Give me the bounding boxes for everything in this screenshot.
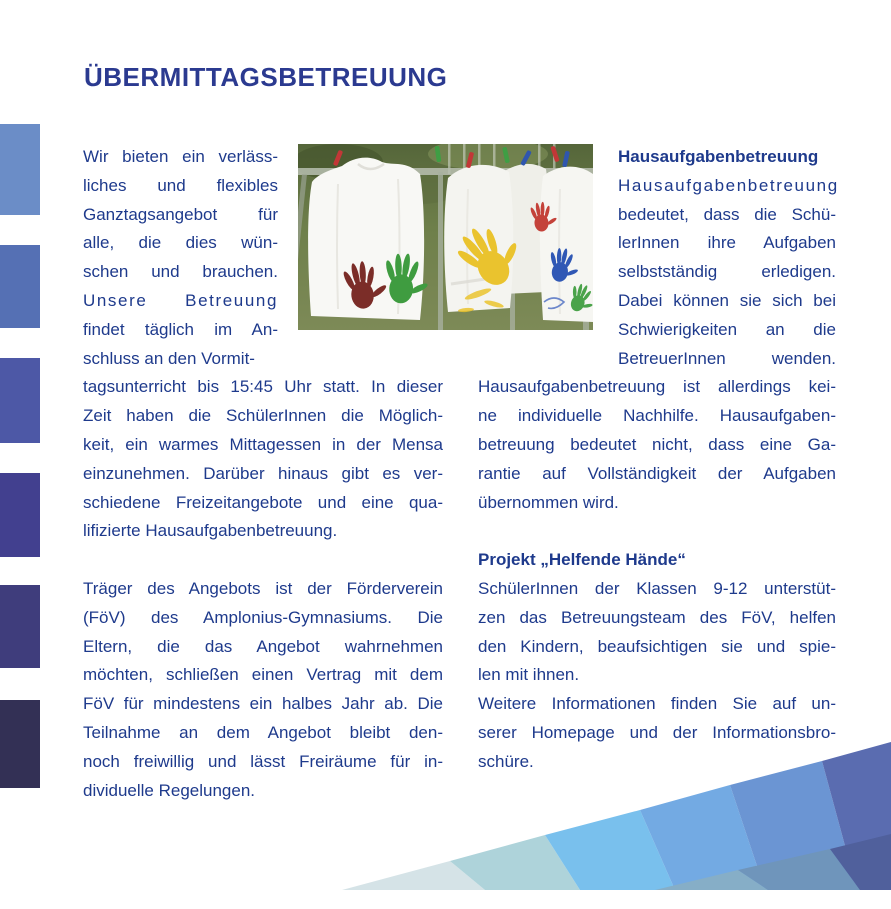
text-line: Unsere Betreuung [83, 290, 278, 310]
sidebar-square [0, 124, 40, 215]
right-wide-paragraph [478, 373, 836, 517]
text-line: möchten, schließen einen Vertrag mit dem [83, 665, 443, 685]
text-line: dividuelle Regelungen. [83, 780, 256, 800]
text-line: Projekt „Helfende Hände“ [478, 550, 686, 570]
text-line: Hausaufgabenbetreuung [618, 147, 819, 166]
text-line: Teilnahme an dem Angebot bleibt den- [83, 722, 443, 742]
paragraph-gap [478, 517, 836, 546]
text-line: len mit ihnen. [478, 665, 580, 685]
text-line: rantie auf Vollständigkeit der Aufgaben [478, 463, 836, 483]
sidebar-square [0, 358, 40, 443]
text-line: schüre. [478, 751, 534, 771]
text-line: schluss an den Vormit- [83, 348, 255, 368]
text-line: schen und brauchen. [83, 262, 278, 282]
text-line: Hausaufgabenbetreuung [618, 175, 839, 195]
wedge-slice [655, 870, 768, 890]
text-line: alle, die dies wün- [83, 233, 278, 253]
wedge-slice [640, 785, 765, 890]
sidebar-square [0, 700, 40, 788]
wedge-slice [830, 834, 891, 890]
sidebar-square [0, 473, 40, 557]
text-line: lifizierte Hausaufgabenbetreuung. [83, 521, 338, 541]
text-line: einzunehmen. Darüber hinaus gibt es ver- [83, 463, 443, 483]
text-line: schiedene Freizeitangebote und eine qua- [83, 492, 443, 512]
text-line: betreuung bedeutet nicht, dass eine Ga- [478, 434, 836, 454]
left-wide-paragraph [83, 373, 443, 546]
right-column [478, 143, 839, 777]
text-line: Träger des Angebots ist der Förderverein [83, 578, 443, 598]
wedge-slice [450, 835, 580, 890]
text-line: lerInnen ihre Aufgaben [618, 233, 836, 253]
text-line: übernommen wird. [478, 492, 619, 512]
text-line: Weitere Informationen finden Sie auf un- [478, 694, 836, 714]
text-line: Dabei können sie sich bei [618, 290, 836, 310]
text-line: Wir bieten ein verläss- [83, 147, 278, 166]
wedge-slice [545, 810, 675, 890]
text-line: ne individuelle Nachhilfe. Hausaufgaben- [478, 406, 836, 426]
wedge-slice [730, 761, 857, 890]
text-line: BetreuerInnen wenden. [618, 348, 836, 368]
left-narrow-paragraph [83, 143, 278, 373]
text-line: Zeit haben die SchülerInnen die Möglich- [83, 406, 443, 426]
text-line: FöV für mindestens ein halbes Jahr ab. Die [83, 694, 443, 714]
text-line: Ganztagsangebot für [83, 204, 278, 224]
left-column [83, 143, 443, 805]
text-line: liches und flexibles [83, 175, 278, 195]
left-paragraph-2 [83, 575, 443, 805]
sidebar-square [0, 245, 40, 328]
text-line: Schwierigkeiten an die [618, 319, 836, 339]
sidebar-decoration [0, 0, 40, 909]
paragraph-gap [83, 546, 443, 575]
text-line: (FöV) des Amplonius-Gymnasiums. Die [83, 607, 443, 627]
text-line: selbstständig erledigen. [618, 262, 836, 282]
text-line: serer Homepage und der Informationsbro- [478, 722, 836, 742]
text-line: den Kindern, beaufsichtigen sie und spie- [478, 636, 836, 656]
text-line: tagsunterricht bis 15:45 Uhr statt. In dieser [83, 377, 443, 397]
text-line: zen das Betreuungsteam des FöV, helfen [478, 607, 836, 627]
page-title: ÜBERMITTAGSBETREUUNG [84, 62, 448, 92]
text-line: bedeutet, dass die Schü- [618, 204, 836, 224]
text-line: Eltern, die das Angebot wahrnehmen [83, 636, 443, 656]
text-line: noch freiwillig und lässt Freiräume für in- [83, 751, 443, 771]
projekt-paragraph [478, 546, 836, 776]
right-narrow-paragraph [618, 143, 839, 373]
wedge-slice [738, 849, 860, 890]
text-line: findet täglich im An- [83, 319, 278, 339]
text-line: SchülerInnen der Klassen 9-12 unterstüt- [478, 578, 836, 598]
text-line: keit, ein warmes Mittagessen in der Mensa [83, 434, 443, 454]
sidebar-square [0, 585, 40, 668]
text-line: Hausaufgabenbetreuung ist allerdings kei- [478, 377, 836, 397]
wedge-slice [342, 861, 485, 890]
